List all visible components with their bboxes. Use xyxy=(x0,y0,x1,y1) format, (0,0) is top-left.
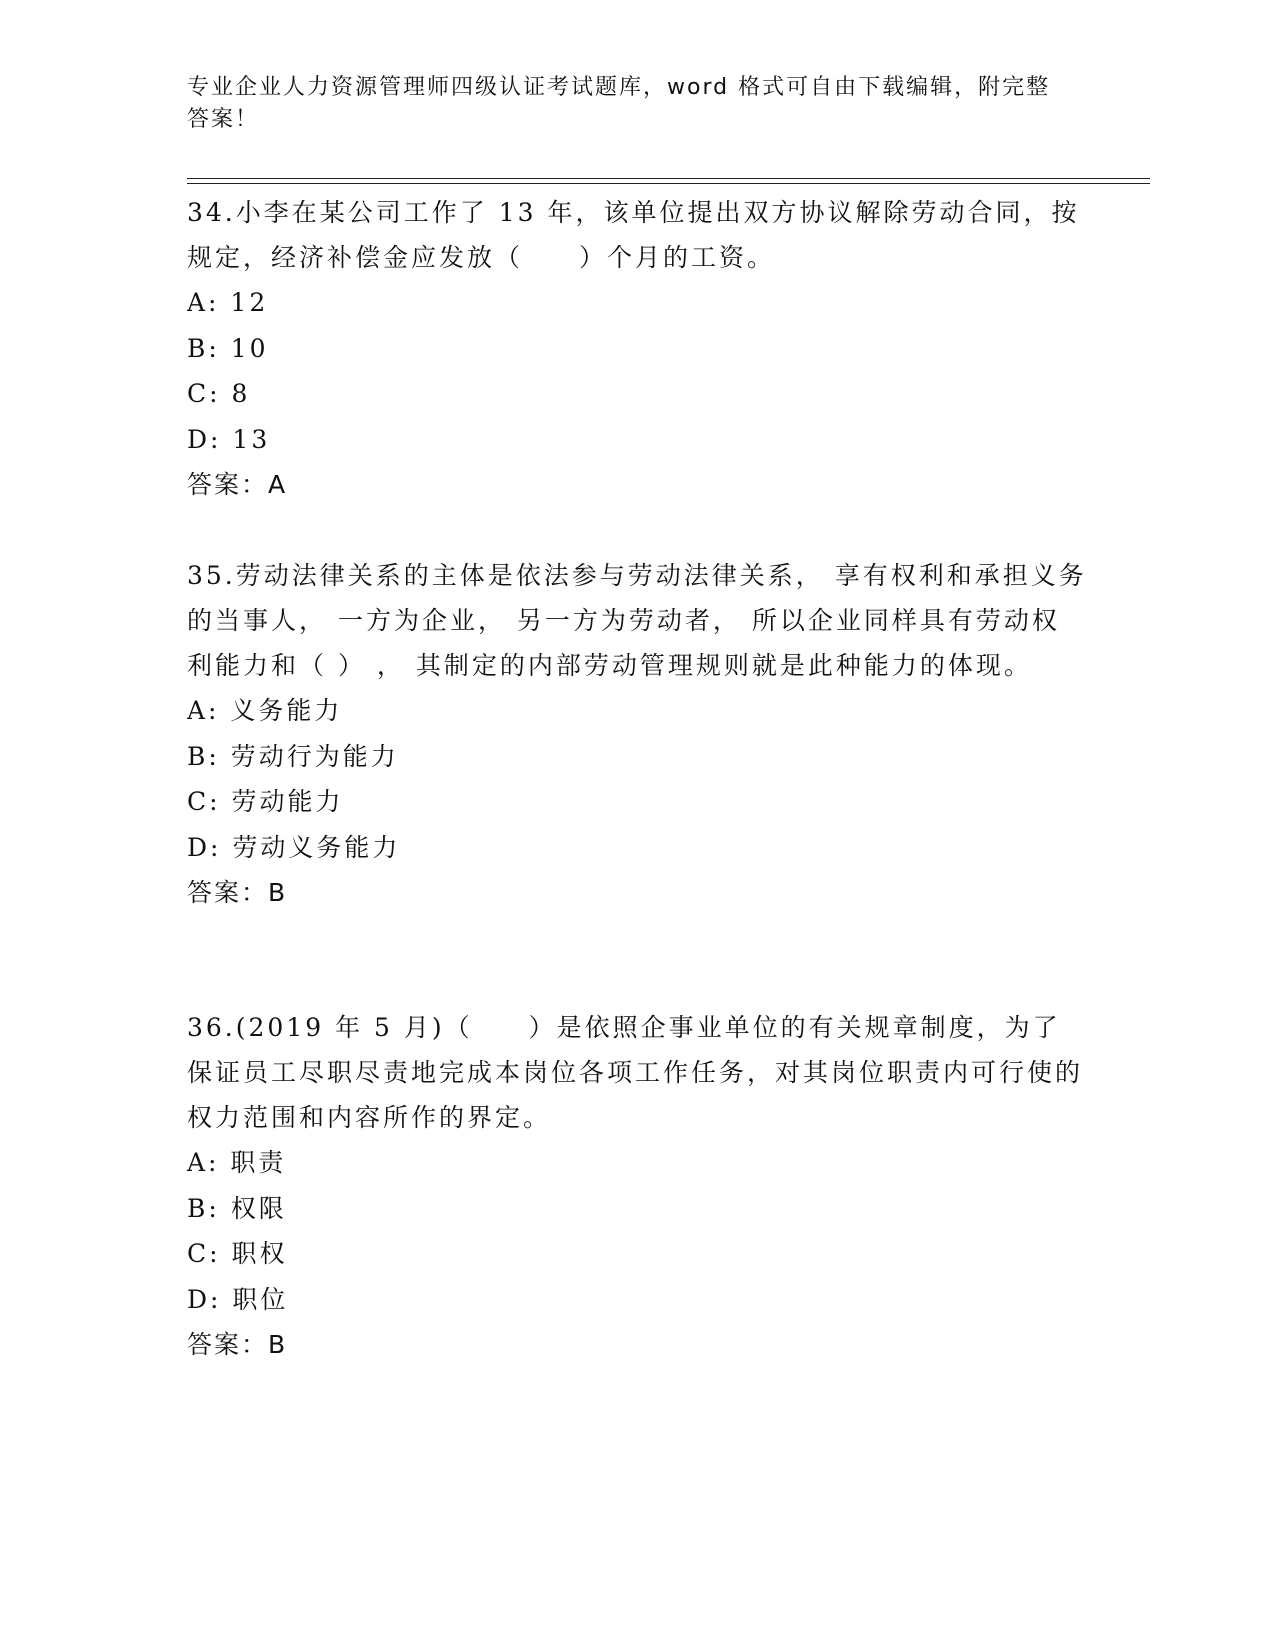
option-b: B: 10 xyxy=(187,333,269,363)
answer-label: 答案：B xyxy=(187,1330,288,1359)
option-a: A: 义务能力 xyxy=(187,696,343,725)
question-stem: 35.劳动法律关系的主体是依法参与劳动法律关系， 享有权利和承担义务的当事人， 一方为企业， 另一方为劳动者， 所以企业同样具有劳动权利能力和（ ） ， 其制定的内部劳动管理规则就是此种能力的体现。 xyxy=(187,561,1087,680)
option-c: C: 职权 xyxy=(187,1239,288,1268)
answer-label: 答案：B xyxy=(187,878,288,907)
document-header xyxy=(187,72,1067,136)
header-divider-bottom xyxy=(187,183,1150,184)
question-34 xyxy=(187,190,1087,508)
answer-label: 答案：A xyxy=(187,470,288,499)
question-stem: 34.小李在某公司工作了 13 年，该单位提出双方协议解除劳动合同，按规定，经济补偿金应发放（ ）个月的工资。 xyxy=(187,198,1080,272)
option-d: D: 13 xyxy=(187,424,271,454)
option-a: A: 职责 xyxy=(187,1148,287,1177)
option-b: B: 权限 xyxy=(187,1193,287,1223)
option-c: C: 8 xyxy=(187,379,251,408)
header-divider-top xyxy=(187,178,1150,179)
option-b: B: 劳动行为能力 xyxy=(187,741,399,771)
option-a: A: 12 xyxy=(187,288,269,317)
header-text: 专业企业人力资源管理师四级认证考试题库，word 格式可自由下载编辑，附完整答案！ xyxy=(187,75,1051,132)
option-c: C: 劳动能力 xyxy=(187,787,344,816)
option-d: D: 劳动义务能力 xyxy=(187,832,401,862)
question-36 xyxy=(187,1005,1087,1368)
question-35 xyxy=(187,553,1087,916)
question-stem: 36.(2019 年 5 月)（ ）是依照企事业单位的有关规章制度，为了保证员工尽职尽责地完成本岗位各项工作任务，对其岗位职责内可行使的权力范围和内容所作的界定。 xyxy=(187,1013,1084,1132)
option-d: D: 职位 xyxy=(187,1284,289,1314)
